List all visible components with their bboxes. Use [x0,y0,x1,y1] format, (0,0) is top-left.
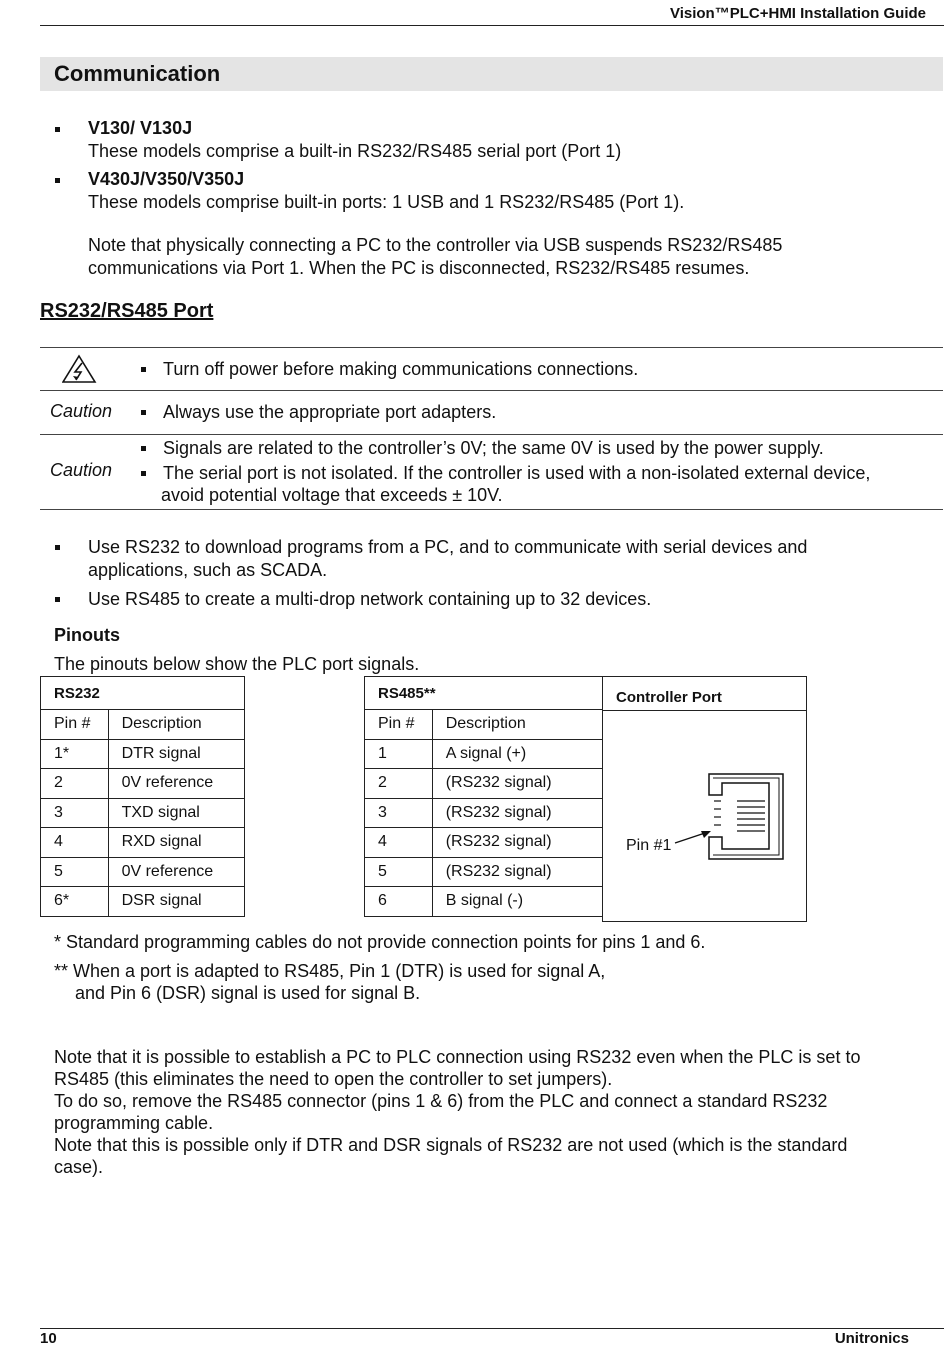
header-rule [40,25,944,26]
pinouts-title: Pinouts [54,625,120,645]
pinouts-intro: The pinouts below show the PLC port signals. [54,654,420,674]
column-header-description: Description [108,710,244,740]
table-row [41,739,245,769]
description-cell: DTR signal [108,739,244,769]
description-cell: A signal (+) [432,739,602,769]
description-cell: B signal (-) [432,887,602,917]
pin-cell: 6* [41,887,109,917]
caution-text-isolation-2: avoid potential voltage that exceeds ± 10V. [161,485,503,505]
footer-rule [40,1328,944,1329]
pin-cell: 4 [41,828,109,858]
caution-text-power: Turn off power before making communications connections. [163,359,639,379]
final-note-line5: Note that this is possible only if DTR and DSR signals of RS232 are not used (which is the standard [54,1135,848,1155]
pin-cell: 4 [365,828,433,858]
table-row [41,769,245,799]
controller-port-header: Controller Port [616,689,722,706]
model-name-2: V430J/V350/V350J [88,169,245,189]
table-row [41,857,245,887]
bullet-square [141,410,146,415]
pin-cell: 1 [365,739,433,769]
table-row [365,887,603,917]
description-cell: 0V reference [108,769,244,799]
usage-rs485: Use RS485 to create a multi-drop network containing up to 32 devices. [88,589,652,609]
caution-label: Caution [50,460,113,480]
table-row [365,769,603,799]
rs232-table-header: RS232 [41,677,245,710]
description-cell: 0V reference [108,857,244,887]
table-row [365,739,603,769]
table-row [41,887,245,917]
bullet-square [141,471,146,476]
model-desc-1: These models comprise a built-in RS232/RS485 serial port (Port 1) [88,141,622,161]
bullet-square [55,545,60,550]
final-note-line1: Note that it is possible to establish a PC to PLC connection using RS232 even when the PLC is set to [54,1047,861,1067]
footnote-cables: * Standard programming cables do not provide connection points for pins 1 and 6. [54,932,706,952]
table-row [41,828,245,858]
pin1-label: Pin #1 [626,837,672,854]
final-note-line2: RS485 (this eliminates the need to open the controller to set jumpers). [54,1069,613,1089]
pin-cell: 2 [41,769,109,799]
pin-cell: 3 [41,798,109,828]
table-row [365,798,603,828]
controller-port-header-rule [603,710,806,711]
usb-note-line1: Note that physically connecting a PC to the controller via USB suspends RS232/RS485 [88,235,783,255]
final-note-line4: programming cable. [54,1113,214,1133]
description-cell: (RS232 signal) [432,769,602,799]
controller-port-panel [602,676,807,922]
pin-cell: 3 [365,798,433,828]
table-row [365,828,603,858]
usage-rs232-line1: Use RS232 to download programs from a PC, and to communicate with serial devices and [88,537,808,557]
bullet-square [55,597,60,602]
description-cell: (RS232 signal) [432,798,602,828]
bullet-square [141,446,146,451]
rs485-table-header: RS485** [365,677,603,710]
rs485-pinout-table [364,676,603,917]
usage-rs232-line2: applications, such as SCADA. [88,560,328,580]
caution-text-isolation-1: The serial port is not isolated. If the controller is used with a non-isolated external device, [163,463,871,483]
usb-note-line2: communications via Port 1. When the PC is disconnected, RS232/RS485 resumes. [88,258,750,278]
caution-rule [40,434,943,435]
rj11-connector-icon [667,771,785,861]
caution-label: Caution [50,401,113,421]
description-cell: (RS232 signal) [432,828,602,858]
rs232-pinout-table [40,676,245,917]
pin-cell: 5 [365,857,433,887]
final-note-line6: case). [54,1157,104,1177]
bullet-square [141,367,146,372]
description-cell: DSR signal [108,887,244,917]
pin-cell: 5 [41,857,109,887]
description-cell: TXD signal [108,798,244,828]
page-number: 10 [40,1330,57,1347]
table-row [365,857,603,887]
pin-cell: 6 [365,887,433,917]
model-desc-2: These models comprise built-in ports: 1 USB and 1 RS232/RS485 (Port 1). [88,192,685,212]
column-header-pin: Pin # [365,710,433,740]
pin-cell: 2 [365,769,433,799]
caution-text-adapters: Always use the appropriate port adapters. [163,402,497,422]
running-header: Vision™PLC+HMI Installation Guide [669,5,926,22]
column-header-description: Description [432,710,602,740]
model-name-1: V130/ V130J [88,118,193,138]
footnote-rs485-line1: ** When a port is adapted to RS485, Pin 1 (DTR) is used for signal A, [54,961,606,981]
table-row [41,798,245,828]
caution-rule [40,509,943,510]
subsection-title: RS232/RS485 Port [40,300,214,322]
caution-rule [40,390,943,391]
caution-text-signals: Signals are related to the controller’s 0V; the same 0V is used by the power supply. [163,438,824,458]
footnote-rs485-line2: and Pin 6 (DSR) signal is used for signal B. [75,983,421,1003]
description-cell: RXD signal [108,828,244,858]
caution-rule [40,347,943,348]
pin-cell: 1* [41,739,109,769]
final-note-line3: To do so, remove the RS485 connector (pins 1 & 6) from the PLC and connect a standard RS232 [54,1091,828,1111]
footer-brand: Unitronics [834,1330,909,1347]
bullet-square [55,178,60,183]
description-cell: (RS232 signal) [432,857,602,887]
column-header-pin: Pin # [41,710,109,740]
electric-warning-icon [62,354,98,384]
section-title: Communication [54,61,221,86]
bullet-square [55,127,60,132]
